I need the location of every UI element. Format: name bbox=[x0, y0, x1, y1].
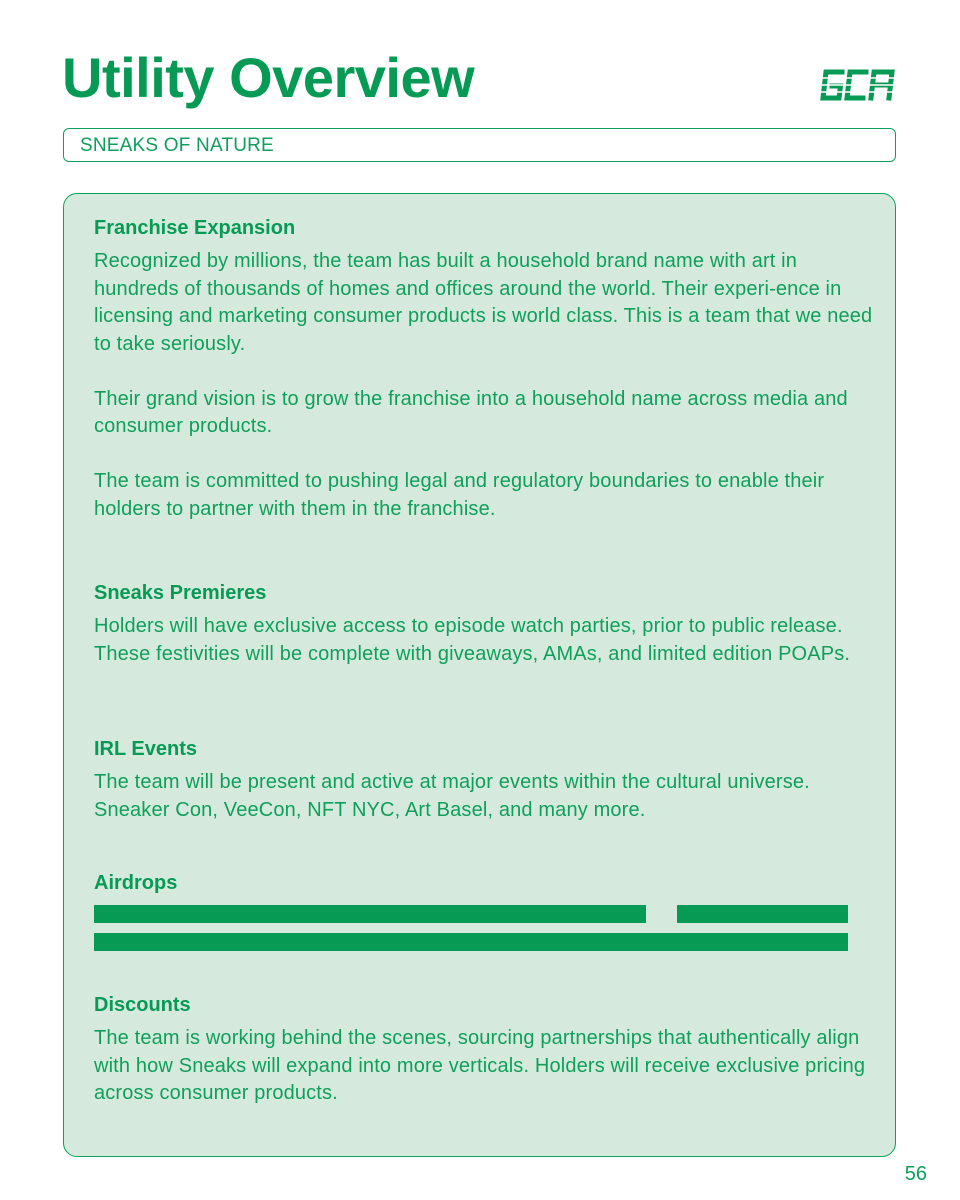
airdrops-section bbox=[94, 871, 874, 903]
paragraph: The team is working behind the scenes, sourcing partnerships that authentically align with how Sneaks will expand into more verticals. Holders will receive exclusive pricing across consumer products. bbox=[94, 1027, 866, 1104]
redaction-bar bbox=[94, 933, 848, 951]
gca-logo bbox=[819, 68, 897, 102]
section-heading: IRL Events bbox=[94, 738, 197, 760]
section-heading: Franchise Expansion bbox=[94, 217, 296, 239]
paragraph: Their grand vision is to grow the franchise into a household name across media and consumer products. bbox=[94, 387, 848, 437]
franchise-expansion-section bbox=[94, 216, 874, 523]
redaction-bar bbox=[677, 905, 848, 923]
section-heading: Airdrops bbox=[94, 872, 178, 894]
sneaks-premieres-section bbox=[94, 581, 874, 668]
paragraph: The team will be present and active at major events within the cultural universe. Sneaker Con, VeeCon, NFT NYC, Art Basel, and many more. bbox=[94, 771, 810, 821]
utility-panel bbox=[63, 193, 896, 1157]
section-heading: Sneaks Premieres bbox=[94, 582, 267, 604]
paragraph: Holders will have exclusive access to episode watch parties, prior to public release. These festivities will be complete with giveaways, AMAs, and limited edition POAPs. bbox=[94, 615, 851, 665]
project-name-banner: SNEAKS OF NATURE bbox=[63, 128, 896, 162]
section-heading: Discounts bbox=[94, 994, 191, 1016]
paragraph: Recognized by millions, the team has built a household brand name with art in hundreds of thousands of homes and offices around the world. Their experi-ence in licensing and marketing consumer products is world class. This is a team that we need to take seriously. bbox=[94, 250, 873, 355]
page-number: 56 bbox=[904, 1163, 927, 1185]
paragraph: The team is committed to pushing legal and regulatory boundaries to enable their holders to partner with them in the franchise. bbox=[94, 470, 825, 520]
redaction-bar bbox=[94, 905, 646, 923]
irl-events-section bbox=[94, 737, 874, 824]
discounts-section bbox=[94, 993, 874, 1108]
page-title: Utility Overview bbox=[62, 46, 475, 109]
